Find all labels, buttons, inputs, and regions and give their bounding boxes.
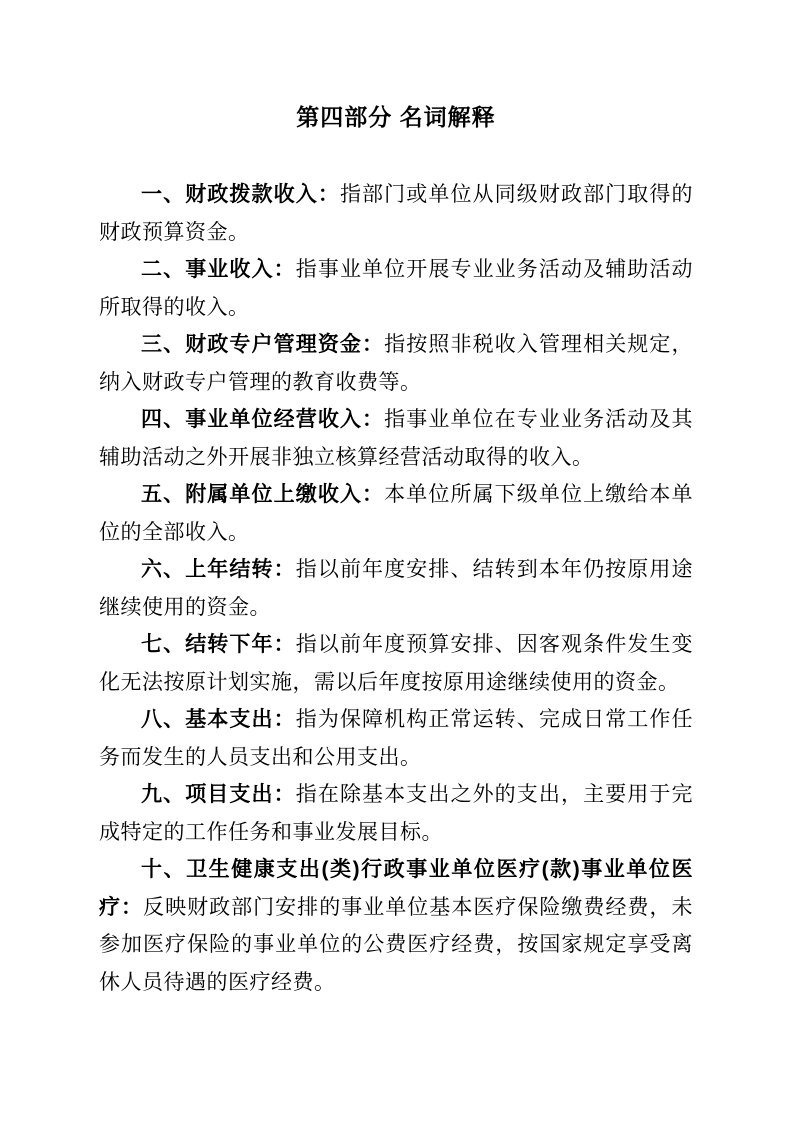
term-definition: 指事业单位在专业业务活动及其辅助活动之外开展非独立核算经营活动取得的收入。 bbox=[99, 407, 694, 469]
term-name: 六、上年结转： bbox=[141, 558, 296, 581]
term-paragraph bbox=[99, 701, 693, 776]
term-definition: 指部门或单位从同级财政部门取得的财政预算资金。 bbox=[99, 182, 693, 244]
term-definition: 指以前年度预算安排、因客观条件发生变化无法按原计划实施，需以后年度按原用途继续使用的资金。 bbox=[99, 632, 694, 694]
term-paragraph bbox=[99, 476, 693, 551]
term-definition: 指事业单位开展专业业务活动及辅助活动所取得的收入。 bbox=[99, 257, 694, 319]
term-definition: 指按照非税收入管理相关规定，纳入财政专户管理的教育收费等。 bbox=[99, 332, 694, 394]
term-name: 八、基本支出： bbox=[141, 708, 296, 731]
term-paragraph bbox=[99, 176, 693, 251]
term-paragraph bbox=[99, 401, 693, 476]
term-name: 七、结转下年： bbox=[141, 633, 296, 656]
term-name: 四、事业单位经营收入： bbox=[141, 408, 385, 431]
terms-list bbox=[99, 176, 693, 1001]
term-name: 二、事业收入： bbox=[141, 258, 296, 281]
term-paragraph bbox=[99, 326, 693, 401]
term-paragraph bbox=[99, 551, 693, 626]
term-definition: 本单位所属下级单位上缴给本单位的全部收入。 bbox=[99, 482, 694, 544]
term-name: 十、卫生健康支出(类)行政事业单位医疗(款)事业单位医疗： bbox=[99, 858, 693, 919]
term-definition: 指以前年度安排、结转到本年仍按原用途继续使用的资金。 bbox=[99, 557, 694, 619]
term-definition: 反映财政部门安排的事业单位基本医疗保险缴费经费，未参加医疗保险的事业单位的公费医疗经费，按国家规定享受离休人员待遇的医疗经费。 bbox=[99, 894, 694, 994]
page-title: 第四部分 名词解释 bbox=[296, 104, 496, 130]
term-definition: 指在除基本支出之外的支出，主要用于完成特定的工作任务和事业发展目标。 bbox=[99, 782, 694, 844]
term-paragraph bbox=[99, 251, 693, 326]
term-name: 五、附属单位上缴收入： bbox=[141, 483, 385, 506]
term-name: 一、财政拨款收入： bbox=[141, 183, 340, 206]
term-paragraph bbox=[99, 776, 693, 851]
term-definition: 指为保障机构正常运转、完成日常工作任务而发生的人员支出和公用支出。 bbox=[99, 707, 694, 769]
term-name: 三、财政专户管理资金： bbox=[141, 333, 385, 356]
term-paragraph bbox=[99, 626, 693, 701]
term-paragraph bbox=[99, 851, 693, 1001]
term-name: 九、项目支出： bbox=[141, 783, 296, 806]
